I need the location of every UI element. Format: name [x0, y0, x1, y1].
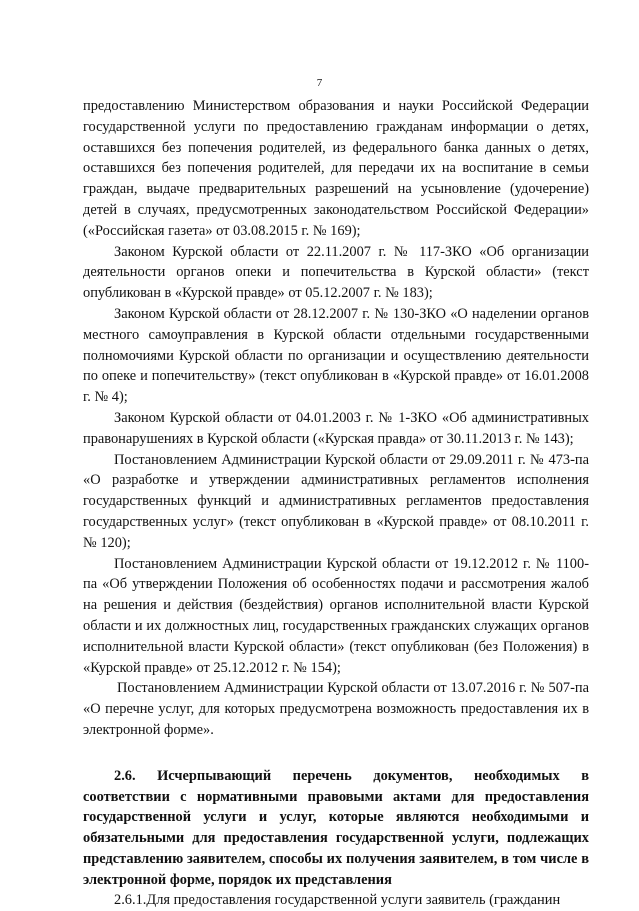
paragraph-law-117-zko: Законом Курской области от 22.11.2007 г. № 117-ЗКО «Об организации деятельности органов опеки и попечительства в Курской области» (текст опубликован в «Курской правде» от 05.12.2007 г. № 183);	[83, 243, 589, 302]
page-number: 7	[316, 77, 323, 89]
paragraph-resolution-507-pa: Постановлением Администрации Курской области от 13.07.2016 г. № 507-па «О перечне услуг, для которых предусмотрена возможность предоставления их в электронной форме».	[83, 680, 589, 738]
paragraph-law-1-zko: Законом Курской области от 04.01.2003 г. № 1-ЗКО «Об административных правонарушениях в Курской области («Курская правда» от 30.11.2013 г. № 143);	[83, 409, 589, 447]
paragraph-law-130-zko: Законом Курской области от 28.12.2007 г. № 130-ЗКО «О наделении органов местного самоуправления в Курской области отдельными государственными полномочиями Курской области по организации и осуществлению деятельности по опеке и попечительству» (текст опубликован в «Курской правде» от 16.01.2008 г. № 4);	[83, 305, 589, 406]
paragraph-federal-order-continuation: предоставлению Министерством образования и науки Российской Федерации государственной услуги по предоставлению гражданам информации о детях, оставшихся без попечения родителей, из федерального банка данных о детях, оставшихся без попечения родителей, для передачи их на воспитание в семьи граждан, выдаче предварительных разрешений на усыновление (удочерение) детей в случаях, предусмотренных законодательством Российской Федерации» («Российская газета» от 03.08.2015 г. № 169);	[83, 98, 589, 239]
paragraph-resolution-473-pa: Постановлением Администрации Курской области от 29.09.2011 г. № 473-па «О разработке и утверждении административных регламентов исполнения государственных функций и административных регламентов предоставления государственных услуг» (текст опубликован в «Курской правде» от 08.10.2011 г. № 120);	[83, 451, 589, 551]
paragraph-resolution-1100-pa: Постановлением Администрации Курской области от 19.12.2012 г. № 1100-па «Об утверждении Положения об особенностях подачи и рассмотрения жалоб на решения и действия (бездействия) органов исполнительной власти Курской области и их должностных лиц, государственных гражданских служащих органов исполнительной власти Курской области» (текст опубликован (без Положения) в «Курской правде» от 25.12.2012 г. № 154);	[83, 555, 589, 676]
paragraph-2-6-1: 2.6.1.Для предоставления государственной услуги заявитель (гражданин	[114, 892, 561, 909]
section-heading-2-6: 2.6. Исчерпывающий перечень документов, необходимых в соответствии с нормативными правовыми актами для предоставления государственной услуги и услуг, которые являются необходимыми и обязательными для предоставления государственной услуги, подлежащих представлению заявителем, способы их получения заявителем, в том числе в электронной форме, порядок их представления	[83, 767, 589, 888]
document-body	[83, 96, 589, 911]
